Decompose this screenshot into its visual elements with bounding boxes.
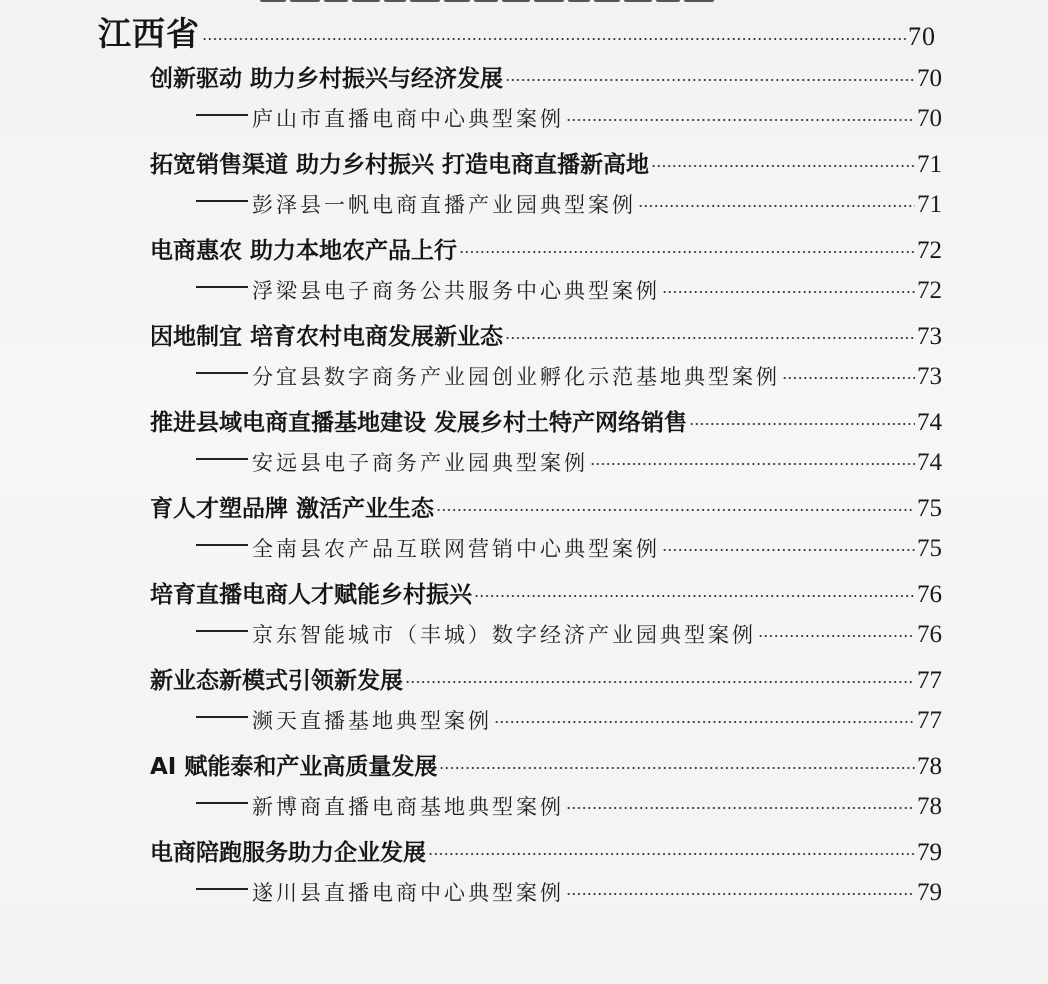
dot-leader	[474, 594, 915, 598]
dot-leader	[758, 634, 915, 638]
toc-subentry[interactable]	[196, 619, 942, 659]
subentry-title: 浮梁县电子商务公共服务中心典型案例	[252, 279, 660, 303]
entry-title: 新业态新模式引领新发展	[150, 668, 403, 694]
subentry-title: 彭泽县一帆电商直播产业园典型案例	[252, 193, 636, 217]
page-number: 77	[917, 667, 942, 694]
page-number: 70	[908, 22, 936, 51]
page-number: 78	[917, 753, 942, 780]
page-number: 74	[917, 409, 942, 436]
dot-leader	[782, 376, 915, 380]
toc-entry[interactable]	[150, 576, 942, 616]
dot-leader	[436, 508, 915, 512]
subentry-title: 安远县电子商务产业园典型案例	[252, 451, 588, 475]
entry-title: 育人才塑品牌 激活产业生态	[150, 496, 435, 522]
page-number: 70	[917, 105, 942, 132]
toc-entry[interactable]	[150, 404, 942, 444]
entry-title: 培育直播电商人才赋能乡村振兴	[150, 582, 472, 608]
page-number: 71	[917, 191, 942, 218]
dot-leader	[428, 852, 915, 856]
page-number: 73	[917, 363, 942, 390]
em-dash	[196, 716, 248, 718]
em-dash	[196, 114, 248, 116]
dot-leader	[505, 78, 915, 82]
page-number: 72	[917, 237, 942, 264]
toc-subentry[interactable]	[196, 103, 942, 143]
entry-title: 因地制宜 培育农村电商发展新业态	[150, 324, 504, 350]
subentry-title: 庐山市直播电商中心典型案例	[252, 107, 564, 131]
toc-subentry[interactable]	[196, 361, 942, 401]
dot-leader	[439, 766, 915, 770]
toc-subentry[interactable]	[196, 791, 942, 831]
em-dash	[196, 200, 248, 202]
em-dash	[196, 372, 248, 374]
toc-entry[interactable]	[150, 490, 942, 530]
dot-leader	[494, 720, 915, 724]
toc-province-heading	[98, 8, 936, 54]
subentry-title: 京东智能城市（丰城）数字经济产业园典型案例	[252, 623, 756, 647]
dot-leader	[590, 462, 915, 466]
entry-title: AI 赋能泰和产业高质量发展	[150, 754, 438, 780]
dot-leader	[662, 290, 915, 294]
subentry-title: 新博商直播电商基地典型案例	[252, 795, 564, 819]
dot-leader	[202, 37, 906, 41]
toc-entry[interactable]	[150, 834, 942, 874]
toc-subentry[interactable]	[196, 877, 942, 917]
page-number: 70	[917, 65, 942, 92]
toc-entry[interactable]	[150, 146, 942, 186]
cropped-previous-line	[260, 0, 780, 6]
subentry-title: 遂川县直播电商中心典型案例	[252, 881, 564, 905]
toc-entry[interactable]	[150, 748, 942, 788]
toc-subentry[interactable]	[196, 705, 942, 745]
toc-subentry[interactable]	[196, 533, 942, 573]
toc-entry[interactable]	[150, 662, 942, 702]
toc-subentry[interactable]	[196, 275, 942, 315]
dot-leader	[651, 164, 915, 168]
page-number: 71	[917, 151, 942, 178]
entry-title: 创新驱动 助力乡村振兴与经济发展	[150, 66, 504, 92]
entry-title: 电商惠农 助力本地农产品上行	[150, 238, 458, 264]
subentry-title: 全南县农产品互联网营销中心典型案例	[252, 537, 660, 561]
page-number: 76	[917, 621, 942, 648]
toc-subentry[interactable]	[196, 447, 942, 487]
page-number: 77	[917, 707, 942, 734]
subentry-title: 濒天直播基地典型案例	[252, 709, 492, 733]
entry-title: 电商陪跑服务助力企业发展	[150, 840, 426, 866]
page-number: 74	[917, 449, 942, 476]
dot-leader	[505, 336, 915, 340]
page-number: 79	[917, 839, 942, 866]
em-dash	[196, 888, 248, 890]
em-dash	[196, 286, 248, 288]
dot-leader	[638, 204, 915, 208]
dot-leader	[662, 548, 915, 552]
page-number: 72	[917, 277, 942, 304]
em-dash	[196, 802, 248, 804]
dot-leader	[566, 892, 915, 896]
page-number: 73	[917, 323, 942, 350]
em-dash	[196, 544, 248, 546]
em-dash	[196, 630, 248, 632]
province-label: 江西省	[98, 14, 200, 53]
entry-title: 拓宽销售渠道 助力乡村振兴 打造电商直播新高地	[150, 152, 650, 178]
dot-leader	[566, 806, 915, 810]
toc-entry[interactable]	[150, 60, 942, 100]
page-number: 75	[917, 495, 942, 522]
page-number: 78	[917, 793, 942, 820]
entry-title: 推进县域电商直播基地建设 发展乡村土特产网络销售	[150, 410, 688, 436]
subentry-title: 分宜县数字商务产业园创业孵化示范基地典型案例	[252, 365, 780, 389]
dot-leader	[566, 118, 915, 122]
toc-entry[interactable]	[150, 232, 942, 272]
toc-entry[interactable]	[150, 318, 942, 358]
page-number: 79	[917, 879, 942, 906]
dot-leader	[405, 680, 915, 684]
em-dash	[196, 458, 248, 460]
page-number: 75	[917, 535, 942, 562]
dot-leader	[459, 250, 915, 254]
dot-leader	[689, 422, 915, 426]
toc-subentry[interactable]	[196, 189, 942, 229]
page-number: 76	[917, 581, 942, 608]
